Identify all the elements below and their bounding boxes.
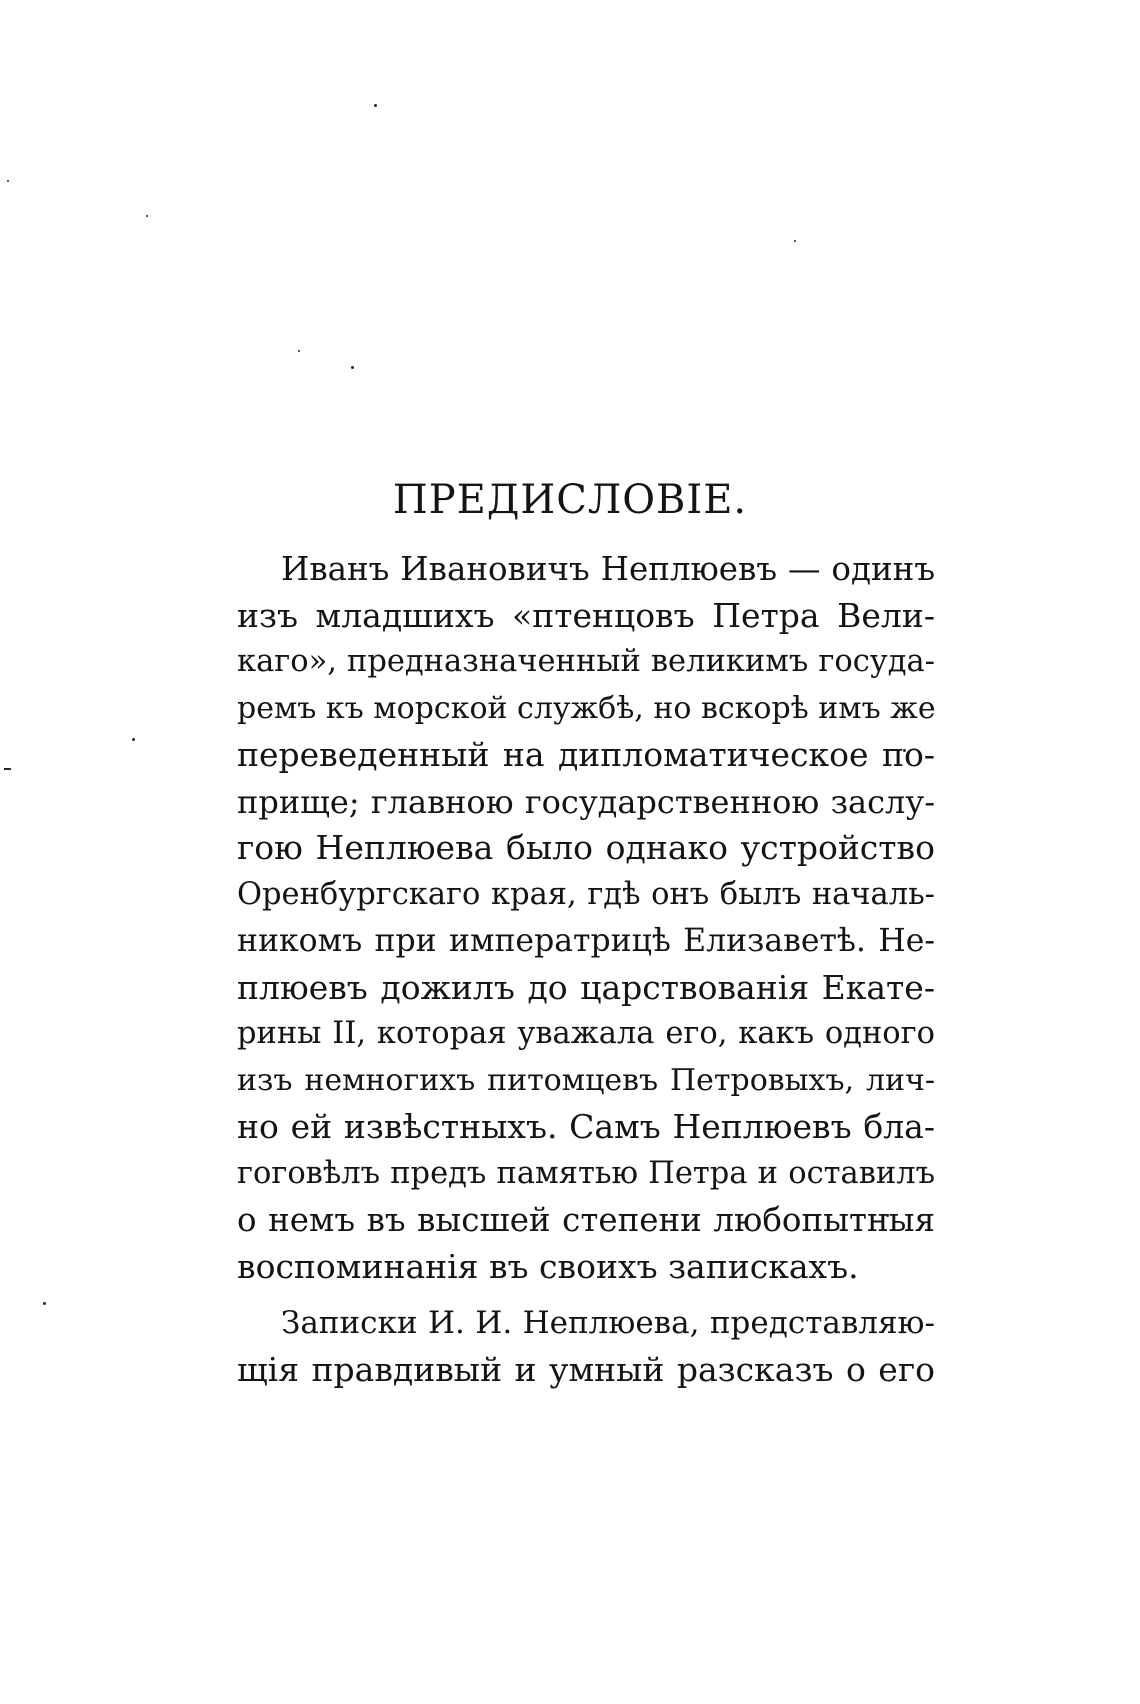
text-line: гоговѣлъ предъ памятью Петра и оставилъ	[237, 1155, 935, 1191]
paragraph-2	[237, 1300, 935, 1393]
scan-speck	[794, 240, 796, 242]
scan-speck	[7, 180, 9, 182]
scan-speck	[43, 1302, 46, 1305]
text-line: ремъ къ морской службѣ, но вскорѣ имъ же	[237, 690, 936, 726]
scan-speck	[146, 215, 148, 217]
text-line: каго», предназначенный великимъ госуда-	[237, 644, 935, 679]
text-line: плюевъ дожилъ до царствованія Екате-	[237, 967, 935, 1007]
text-line: изъ младшихъ «птенцовъ Петра Вели-	[237, 595, 935, 635]
paragraph-gap	[237, 1290, 935, 1300]
text-line: гою Неплюева было однако устройство	[237, 828, 935, 867]
preface-text	[237, 546, 935, 1393]
page-heading: ПРЕДИСЛОВІЕ.	[392, 477, 748, 523]
scan-speck	[298, 350, 300, 352]
scan-speck	[374, 104, 377, 107]
paragraph-1	[237, 546, 935, 1290]
scan-speck	[132, 738, 135, 741]
text-line: Оренбургскаго края, гдѣ онъ былъ началь-	[237, 876, 935, 912]
text-line: щія правдивый и умный разсказъ о его	[237, 1349, 935, 1389]
text-line: Записки И. И. Неплюева, представляю-	[281, 1305, 935, 1341]
text-line: воспоминанія въ своихъ запискахъ.	[237, 1246, 859, 1286]
text-line: Иванъ Ивановичъ Неплюевъ — одинъ	[281, 550, 935, 588]
text-line: переведенный на дипломатическое по-	[237, 735, 935, 774]
text-line: рины II, которая уважала его, какъ одного	[237, 1016, 935, 1051]
text-line: но ей извѣстныхъ. Самъ Неплюевъ бла-	[237, 1107, 935, 1146]
scan-speck	[351, 366, 354, 369]
text-line: изъ немногихъ питомцевъ Петровыхъ, лич-	[237, 1062, 935, 1098]
text-line: никомъ при императрицѣ Елизаветѣ. Не-	[237, 923, 935, 959]
text-line: о немъ въ высшей степени любопытныя	[237, 1201, 935, 1239]
text-line: прище; главною государственною заслу-	[237, 782, 935, 821]
scan-speck	[4, 768, 11, 770]
